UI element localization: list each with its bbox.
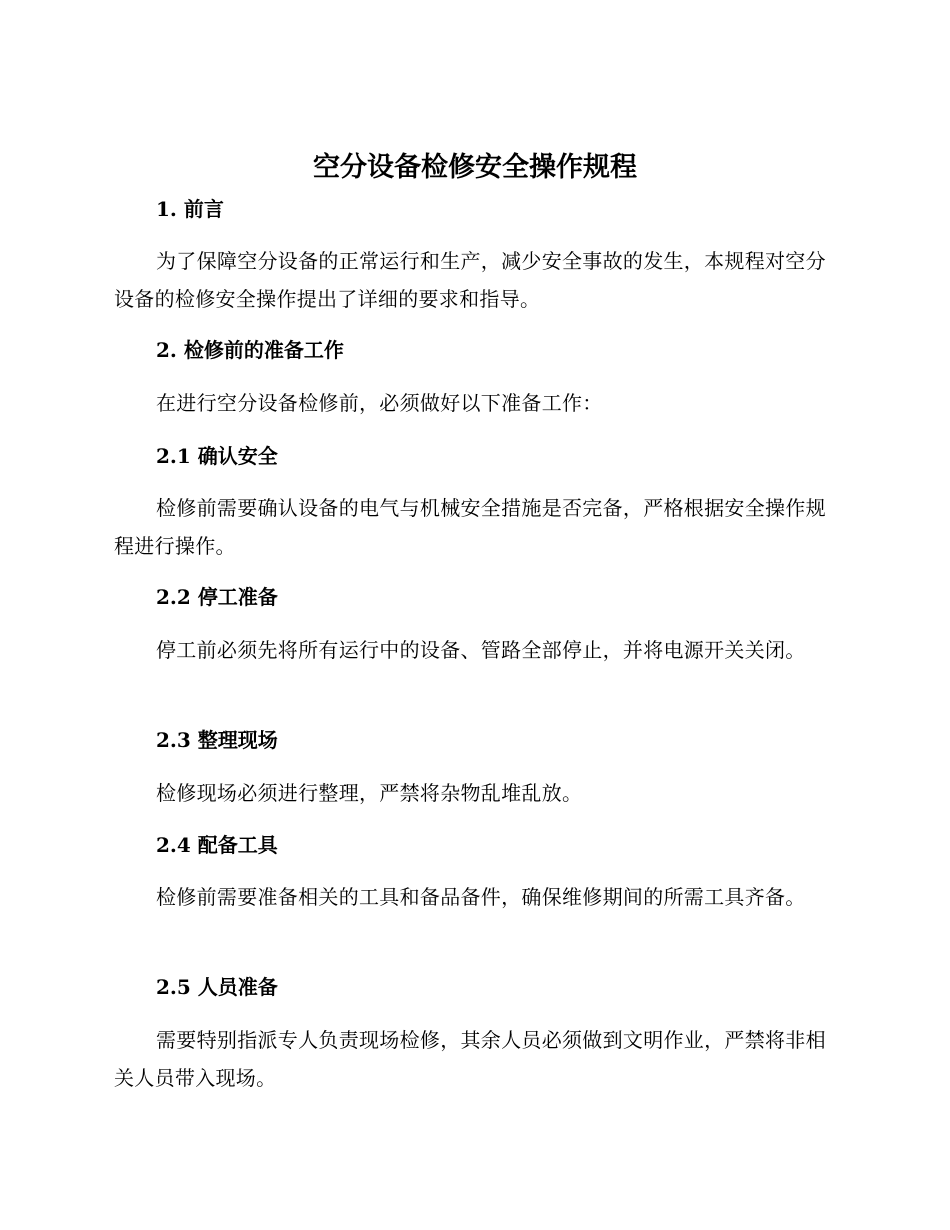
section-text-preface: 为了保障空分设备的正常运行和生产，减少安全事故的发生，本规程对空分设备的检修安全操作提出了详细的要求和指导。 xyxy=(114,249,826,311)
document-title: 空分设备检修安全操作规程 xyxy=(313,152,637,183)
section-text-tidy-site: 检修现场必须进行整理，严禁将杂物乱堆乱放。 xyxy=(156,781,583,805)
section-heading-preface: 1. 前言 xyxy=(156,197,224,221)
section-heading-confirm-safety: 2.1 确认安全 xyxy=(156,444,278,468)
section-text-shutdown: 停工前必须先将所有运行中的设备、管路全部停止，并将电源开关关闭。 xyxy=(156,638,806,662)
section-heading-preparation: 2. 检修前的准备工作 xyxy=(156,338,344,362)
section-text-personnel: 需要特别指派专人负责现场检修，其余人员必须做到文明作业，严禁将非相关人员带入现场。 xyxy=(114,1028,826,1090)
section-text-preparation: 在进行空分设备检修前，必须做好以下准备工作： xyxy=(156,391,603,415)
section-heading-shutdown: 2.2 停工准备 xyxy=(156,585,278,609)
section-heading-tools: 2.4 配备工具 xyxy=(156,833,278,857)
section-heading-personnel: 2.5 人员准备 xyxy=(156,975,278,999)
section-text-tools: 检修前需要准备相关的工具和备品备件，确保维修期间的所需工具齐备。 xyxy=(156,885,806,909)
section-heading-tidy-site: 2.3 整理现场 xyxy=(156,728,278,752)
section-text-confirm-safety: 检修前需要确认设备的电气与机械安全措施是否完备，严格根据安全操作规程进行操作。 xyxy=(114,496,826,558)
